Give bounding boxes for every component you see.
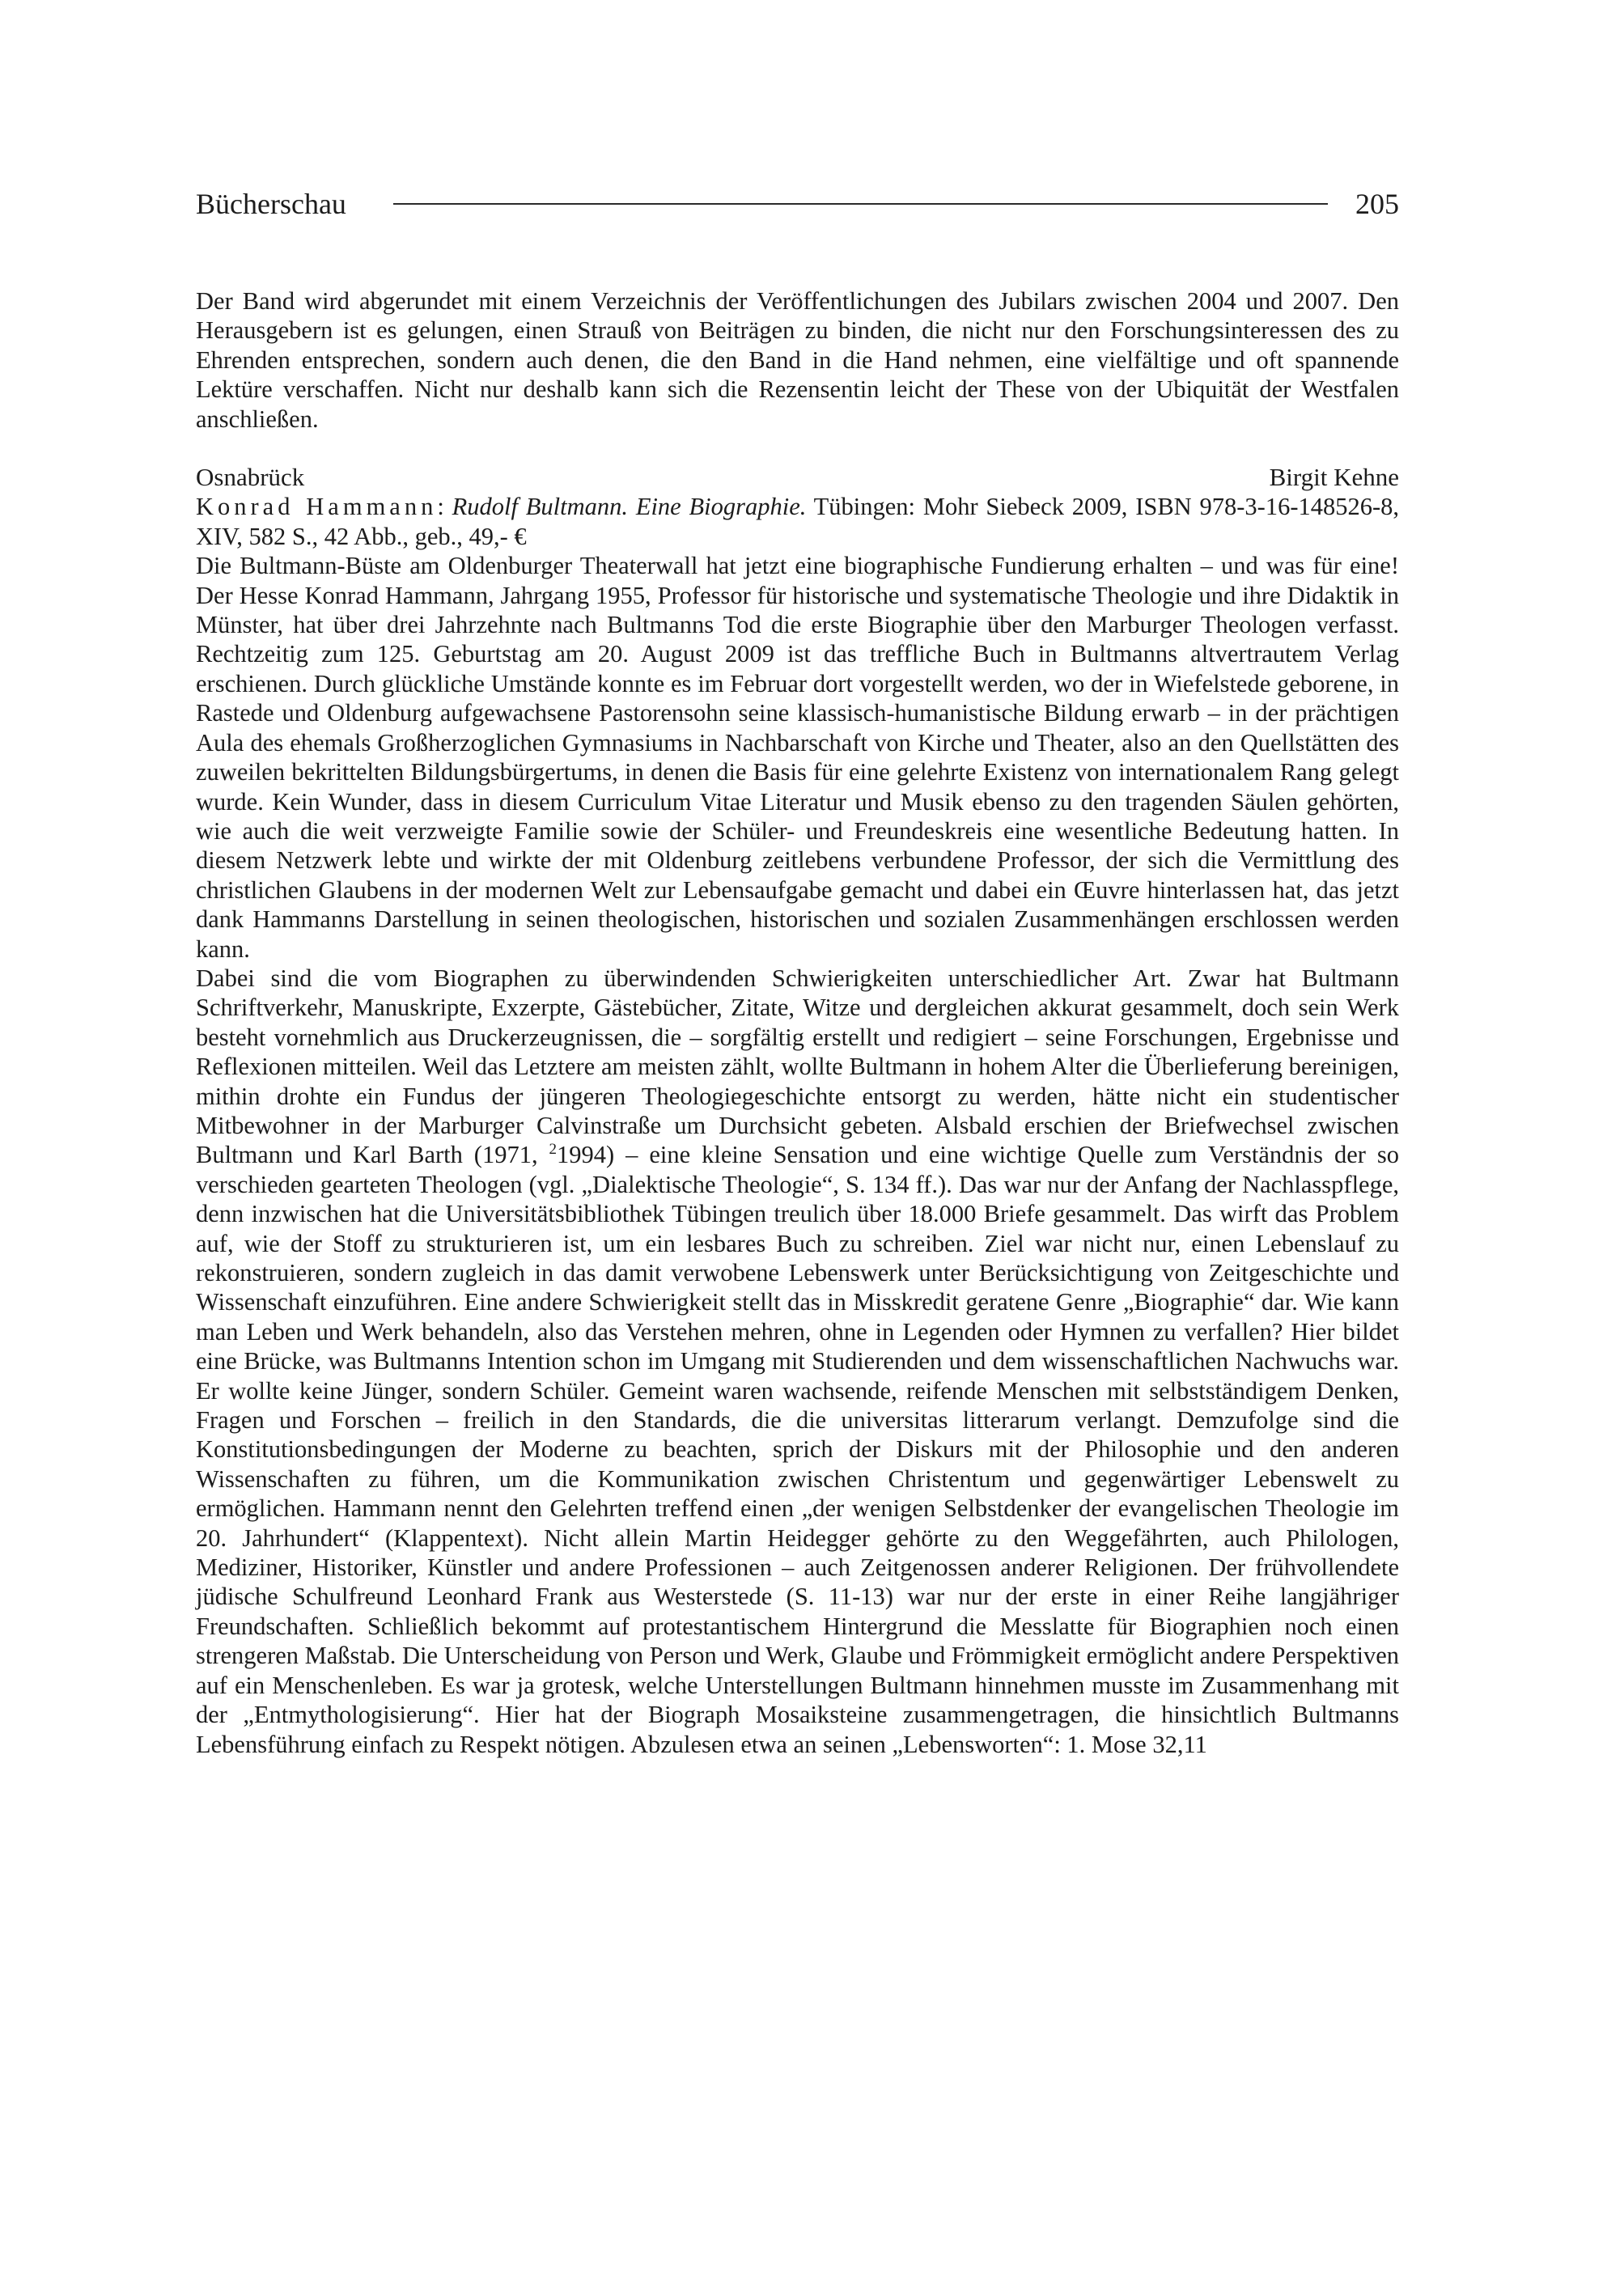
running-header [196, 183, 1399, 225]
page-number: 205 [1355, 188, 1399, 220]
reviewer-name: Birgit Kehne [1269, 463, 1399, 492]
book-publication-details: Tübingen: Mohr Siebeck 2009, ISBN 978-3-16-148526-8, XIV, 582 S., 42 Abb., geb., 49,- € [196, 493, 1400, 550]
review-paragraph-2 [196, 964, 1399, 1759]
running-title: Bücherschau [196, 188, 346, 220]
book-title: Rudolf Bultmann. Eine Biographie. [452, 493, 807, 521]
edition-superscript: 2 [549, 1141, 558, 1159]
review-signature [196, 463, 1399, 492]
book-citation [196, 492, 1399, 551]
review-closing-paragraph: Der Band wird abgerundet mit einem Verzeichnis der Veröffentlichungen des Jubilars zwischen 2004 und 2007. Den Herausgebern ist es gelungen, einen Strauß von Beiträgen zu binden, die nicht nur den Forschungsinteressen des zu Ehrenden entsprechen, sondern auch denen, die den Band in die Hand nehmen, eine vielfältige und oft spannende Lektüre verschaffen. Nicht nur deshalb kann sich die Rezensentin leicht der These von der Ubiquität der Westfalen anschließen. [196, 287, 1399, 433]
review-paragraph-2-part-a: Dabei sind die vom Biographen zu überwindenden Schwierigkeiten unterschiedlicher Art. Zwar hat Bultmann Schriftverkehr, Manuskripte, Exzerpte, Gästebücher, Zitate, Witze und dergleichen akkurat gesammelt, doch sein Werk besteht vornehmlich aus Druckerzeugnissen, die – sorgfältig erstellt und redigiert – seine Forschungen, Ergebnisse und Reflexionen mitteilen. Weil das Letztere am meisten zählt, wollte Bultmann in hohem Alter die Überlieferung bereinigen, mithin drohte ein Fundus der jüngeren Theologiegeschichte entsorgt zu werden, hätte nicht ein studentischer Mitbewohner in der Marburger Calvinstraße um Durchsicht gebeten. Alsbald erschien der Briefwechsel zwischen Bultmann und Karl Barth (1971, [196, 964, 1399, 1169]
body-text [196, 286, 1399, 1759]
review-paragraph-1: Die Bultmann-Büste am Oldenburger Theaterwall hat jetzt eine biographische Fundierung erhalten – und was für eine! Der Hesse Konrad Hammann, Jahrgang 1955, Professor für historische und systematische Theologie und ihre Didaktik in Münster, hat über drei Jahrzehnte nach Bultmanns Tod die erste Biographie über den Marburger Theologen verfasst. Rechtzeitig zum 125. Geburtstag am 20. August 2009 ist das treffliche Buch in Bultmanns altvertrautem Verlag erschienen. Durch glückliche Umstände konnte es im Februar dort vorgestellt werden, wo der in Wiefelstede geborene, in Rastede und Oldenburg aufgewachsene Pastorensohn seine klassisch-humanistische Bildung erwarb – in der prächtigen Aula des ehemals Großherzoglichen Gymnasiums in Nachbarschaft von Kirche und Theater, also an den Quellstätten des zuweilen bekrittelten Bildungsbürgertums, in denen die Basis für eine gelehrte Existenz von internationalem Rang gelegt wurde. Kein Wunder, dass in diesem Curriculum Vitae Literatur und Musik ebenso zu den tragenden Säulen gehörten, wie auch die weit verzweigte Familie sowie der Schüler- und Freundeskreis eine wesentliche Bedeutung hatten. In diesem Netzwerk lebte und wirkte der mit Oldenburg zeitlebens verbundene Professor, der sich die Vermittlung des christlichen Glaubens in der modernen Welt zur Lebensaufgabe gemacht und dabei ein Œuvre hinterlassen hat, das jetzt dank Hammanns Darstellung in seinen theologischen, historischen und sozialen Zusammenhängen erschlossen werden kann. [196, 552, 1399, 963]
header-rule [393, 203, 1328, 205]
review-paragraph-2-part-b: 1994) – eine kleine Sensation und eine wichtige Quelle zum Verständnis der so verschieden gearteten Theologen (vgl. „Dialektische Theologie“, S. 134 ff.). Das war nur der Anfang der Nachlasspflege, denn inzwischen hat die Universitätsbibliothek Tübingen treulich über 18.000 Briefe gesammelt. Das wirft das Problem auf, wie der Stoff zu strukturieren ist, um ein lesbares Buch zu schreiben. Ziel war nicht nur, einen Lebenslauf zu rekonstruieren, sondern zugleich in das damit verwobene Lebenswerk unter Berücksichtigung von Zeitgeschichte und Wissenschaft einzuführen. Eine andere Schwierigkeit stellt das in Misskredit geratene Genre „Biographie“ dar. Wie kann man Leben und Werk behandeln, also das Verstehen mehren, ohne in Legenden oder Hymnen zu verfallen? Hier bildet eine Brücke, was Bultmanns Intention schon im Umgang mit Studierenden und dem wissenschaftlichen Nachwuchs war. Er wollte keine Jünger, sondern Schüler. Gemeint waren wachsende, reifende Menschen mit selbstständigem Denken, Fragen und Forschen – freilich in den Standards, die die universitas litterarum verlangt. Demzufolge sind die Konstitutionsbedingungen der Moderne zu beachten, sprich der Diskurs mit der Philosophie und den anderen Wissenschaften zu führen, um die Kommunikation zwischen Christentum und gegenwärtiger Lebenswelt zu ermöglichen. Hammann nennt den Gelehrten treffend einen „der wenigen Selbstdenker der evangelischen Theologie im 20. Jahrhundert“ (Klappentext). Nicht allein Martin Heidegger gehörte zu den Weggefährten, auch Philologen, Mediziner, Historiker, Künstler und andere Professionen – auch Zeitgenossen anderer Religionen. Der frühvollendete jüdische Schulfreund Leonhard Frank aus Westerstede (S. 11-13) war nur der erste in einer Reihe langjähriger Freundschaften. Schließlich bekommt auf protestantischem Hintergrund die Messlatte für Biographien noch einen strengeren Maßstab. Die Unterscheidung von Person und Werk, Glaube und Frömmigkeit ermöglicht andere Perspektiven auf ein Menschenleben. Es war ja grotesk, welche Unterstellungen Bultmann hinnehmen musste im Zusammenhang mit der „Entmythologisierung“. Hier hat der Biograph Mosaiksteine zusammengetragen, die hinsichtlich Bultmanns Lebensführung einfach zu Respekt nötigen. Abzulesen etwa an seinen „Lebensworten“: 1. Mose 32,11 [196, 1141, 1399, 1758]
book-author: Konrad Hammann [196, 493, 438, 521]
review-place: Osnabrück [196, 463, 305, 492]
citation-separator: : [437, 493, 452, 521]
